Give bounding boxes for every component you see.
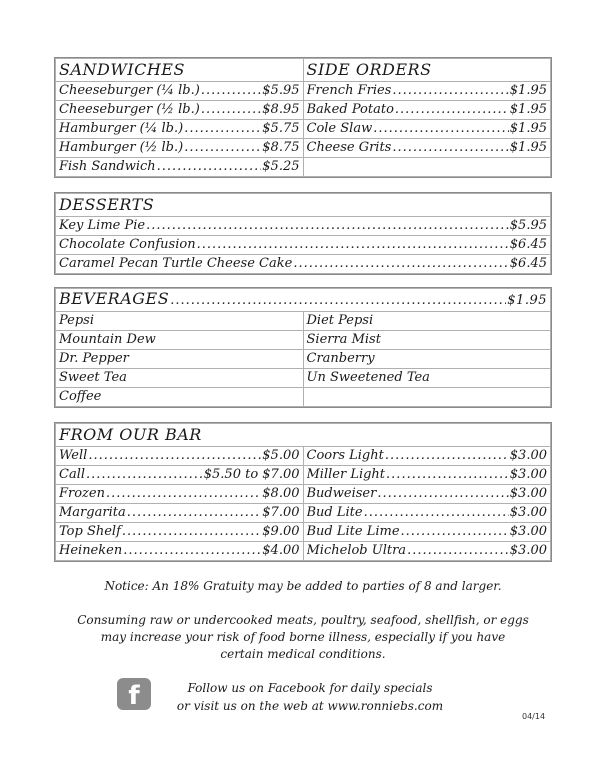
menu-item: Top Shelf ..... $9.00 [56, 523, 304, 542]
beverage-item: Sweet Tea [56, 369, 304, 388]
bar-section [54, 422, 552, 562]
menu-item: French Fries ..... $1.95 [303, 82, 551, 101]
menu-item: Hamburger (¼ lb.) ..... $5.75 [56, 120, 304, 139]
food-warning [0, 612, 606, 663]
menu-item: Miller Light ..... $3.00 [303, 466, 551, 485]
menu-item: Caramel Pecan Turtle Cheese Cake ..... $6.45 [56, 255, 551, 274]
menu-item: Frozen ..... $8.00 [56, 485, 304, 504]
sandwiches-heading: SANDWICHES [56, 59, 304, 82]
beverages-section [54, 287, 552, 408]
menu-item: Michelob Ultra ..... $3.00 [303, 542, 551, 561]
empty-cell [303, 158, 551, 177]
beverage-item: Un Sweetened Tea [303, 369, 551, 388]
menu-item: Bud Lite ..... $3.00 [303, 504, 551, 523]
menu-item: Baked Potato ..... $1.95 [303, 101, 551, 120]
beverage-item: Pepsi [56, 312, 304, 331]
warning-line: certain medical conditions. [220, 647, 386, 661]
desserts-section [54, 192, 552, 275]
facebook-follow-text: Follow us on Facebook for daily specials [187, 681, 433, 695]
beverage-item: Mountain Dew [56, 331, 304, 350]
menu-item: Cheeseburger (½ lb.) ..... $8.95 [56, 101, 304, 120]
sandwiches-side-orders-section [54, 57, 552, 178]
menu-item: Cole Slaw ..... $1.95 [303, 120, 551, 139]
website-text[interactable]: or visit us on the web at www.ronniebs.com [176, 699, 444, 713]
menu-item: Well ..... $5.00 [56, 447, 304, 466]
menu-item: Chocolate Confusion ..... $6.45 [56, 236, 551, 255]
menu-item: Fish Sandwich ..... $5.25 [56, 158, 304, 177]
warning-line: may increase your risk of food borne illness, especially if you have [100, 630, 506, 644]
menu-item: Bud Lite Lime ..... $3.00 [303, 523, 551, 542]
side-orders-heading: SIDE ORDERS [303, 59, 551, 82]
menu-item: Margarita ..... $7.00 [56, 504, 304, 523]
beverages-heading: BEVERAGES ..... $1.95 [56, 289, 551, 312]
menu-item: Hamburger (½ lb.) ..... $8.75 [56, 139, 304, 158]
facebook-icon[interactable]: f [117, 678, 151, 710]
beverage-item: Dr. Pepper [56, 350, 304, 369]
menu-item: Call ..... $5.50 to $7.00 [56, 466, 304, 485]
warning-line: Consuming raw or undercooked meats, poultry, seafood, shellfish, or eggs [77, 613, 529, 627]
beverage-item: Coffee [56, 388, 304, 407]
beverage-item: Sierra Mist [303, 331, 551, 350]
date-code: 04/14 [522, 712, 546, 721]
beverage-item: Diet Pepsi [303, 312, 551, 331]
social-info [160, 679, 460, 715]
menu-item: Budweiser ..... $3.00 [303, 485, 551, 504]
menu-item: Cheeseburger (¼ lb.) ..... $5.95 [56, 82, 304, 101]
empty-cell [303, 388, 551, 407]
menu-item: Key Lime Pie ..... $5.95 [56, 217, 551, 236]
bar-heading: FROM OUR BAR [56, 424, 551, 447]
menu-item: Cheese Grits ..... $1.95 [303, 139, 551, 158]
desserts-heading: DESSERTS [56, 194, 551, 217]
menu-item: Coors Light ..... $3.00 [303, 447, 551, 466]
menu-item: Heineken ..... $4.00 [56, 542, 304, 561]
beverage-item: Cranberry [303, 350, 551, 369]
gratuity-notice: Notice: An 18% Gratuity may be added to parties of 8 and larger. [104, 579, 502, 593]
